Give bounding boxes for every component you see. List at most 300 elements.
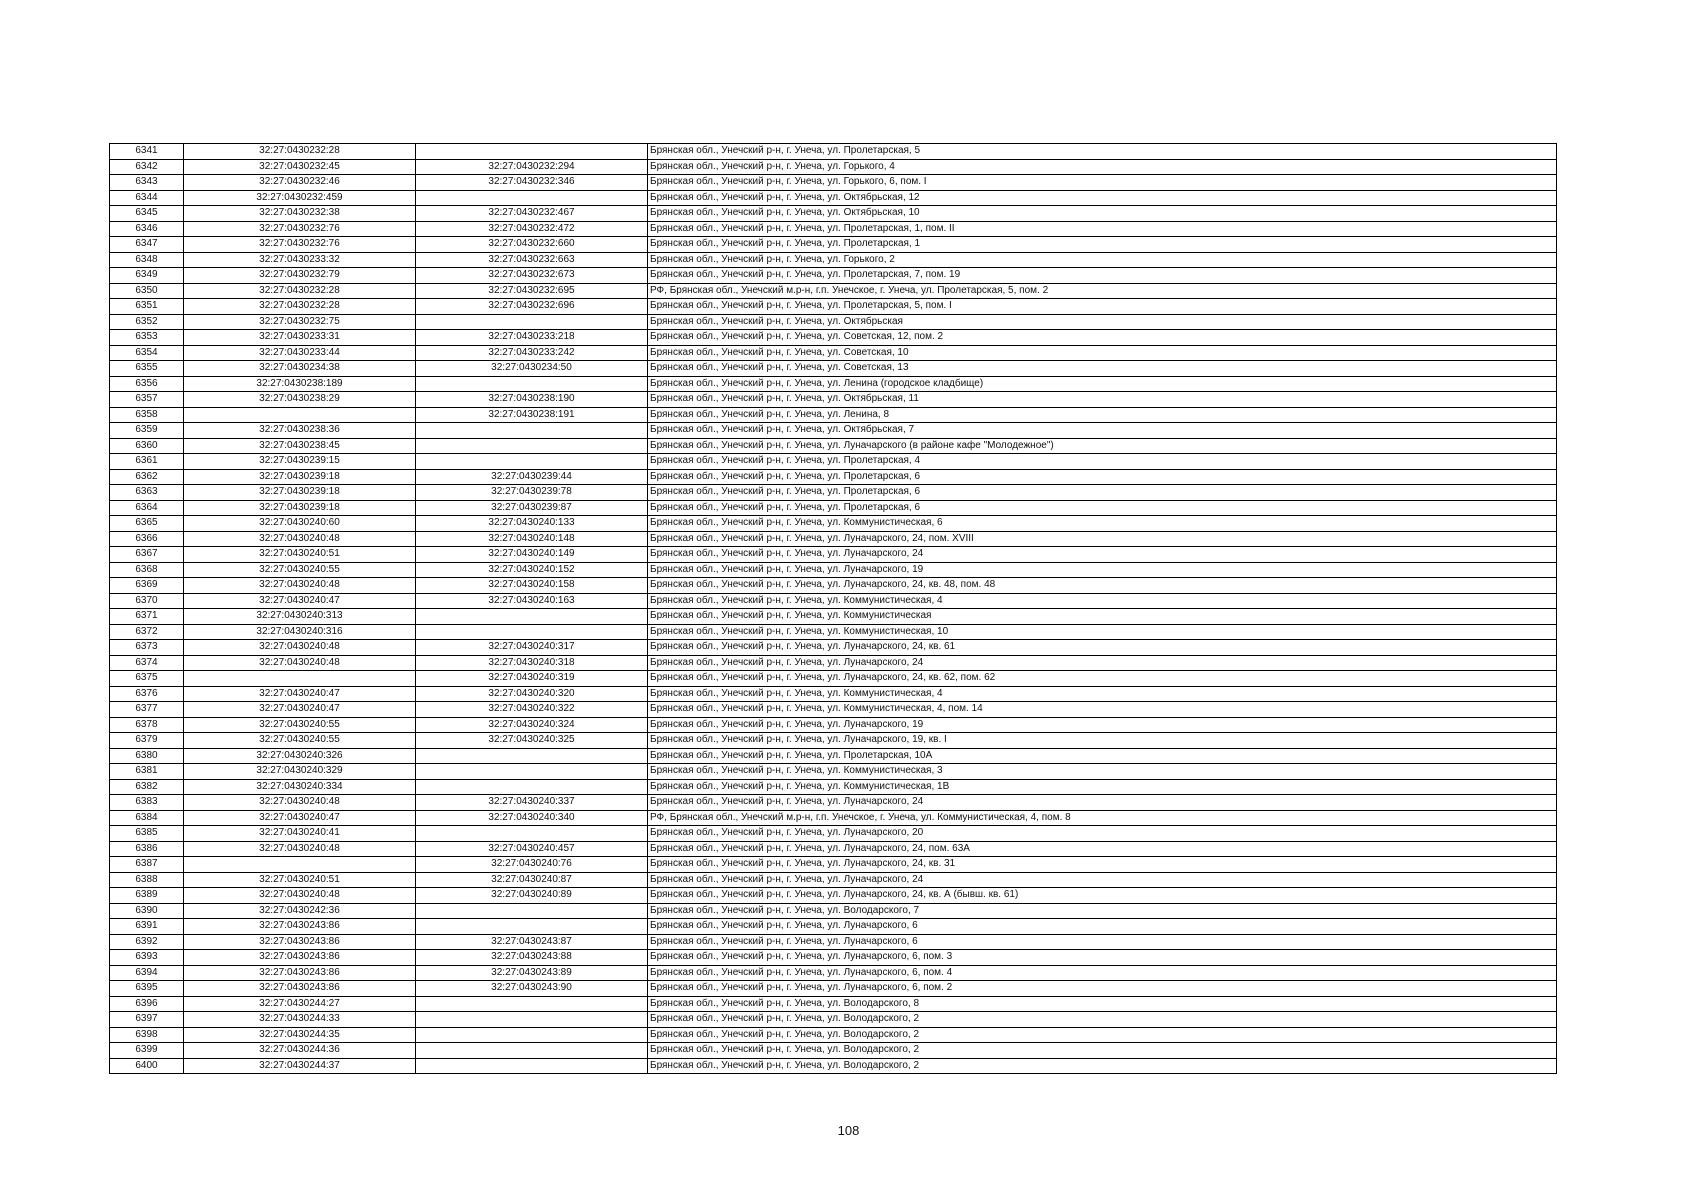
address-cell: Брянская обл., Унечский р-н, г. Унеча, ул. Советская, 10 bbox=[648, 345, 1557, 361]
object-cadastral-cell: 32:27:0430243:89 bbox=[416, 965, 648, 981]
address-cell: Брянская обл., Унечский р-н, г. Унеча, ул. Коммунистическая, 10 bbox=[648, 624, 1557, 640]
object-cadastral-cell: 32:27:0430240:324 bbox=[416, 717, 648, 733]
row-number-cell: 6344 bbox=[110, 190, 184, 206]
object-cadastral-cell: 32:27:0430239:87 bbox=[416, 500, 648, 516]
parcel-cadastral-cell: 32:27:0430240:55 bbox=[184, 562, 416, 578]
parcel-cadastral-cell: 32:27:0430243:86 bbox=[184, 934, 416, 950]
object-cadastral-cell bbox=[416, 903, 648, 919]
address-cell: Брянская обл., Унечский р-н, г. Унеча, ул. Луначарского, 6 bbox=[648, 934, 1557, 950]
table-row bbox=[110, 609, 1557, 625]
parcel-cadastral-cell: 32:27:0430232:28 bbox=[184, 283, 416, 299]
address-cell: Брянская обл., Унечский р-н, г. Унеча, ул. Луначарского, 24, кв. 48, пом. 48 bbox=[648, 578, 1557, 594]
row-number-cell: 6399 bbox=[110, 1043, 184, 1059]
table-row bbox=[110, 206, 1557, 222]
table-row bbox=[110, 562, 1557, 578]
object-cadastral-cell: 32:27:0430232:663 bbox=[416, 252, 648, 268]
row-number-cell: 6377 bbox=[110, 702, 184, 718]
row-number-cell: 6356 bbox=[110, 376, 184, 392]
object-cadastral-cell bbox=[416, 144, 648, 160]
row-number-cell: 6381 bbox=[110, 764, 184, 780]
row-number-cell: 6386 bbox=[110, 841, 184, 857]
address-cell: Брянская обл., Унечский р-н, г. Унеча, ул. Луначарского, 6, пом. 3 bbox=[648, 950, 1557, 966]
table-row bbox=[110, 423, 1557, 439]
row-number-cell: 6355 bbox=[110, 361, 184, 377]
row-number-cell: 6341 bbox=[110, 144, 184, 160]
table-row bbox=[110, 547, 1557, 563]
object-cadastral-cell bbox=[416, 609, 648, 625]
table-row bbox=[110, 593, 1557, 609]
address-cell: Брянская обл., Унечский р-н, г. Унеча, ул. Луначарского, 20 bbox=[648, 826, 1557, 842]
parcel-cadastral-cell: 32:27:0430240:316 bbox=[184, 624, 416, 640]
address-cell: Брянская обл., Унечский р-н, г. Унеча, ул. Луначарского, 19 bbox=[648, 562, 1557, 578]
address-cell: Брянская обл., Унечский р-н, г. Унеча, ул. Луначарского, 24, кв. 31 bbox=[648, 857, 1557, 873]
parcel-cadastral-cell: 32:27:0430240:48 bbox=[184, 655, 416, 671]
parcel-cadastral-cell: 32:27:0430232:28 bbox=[184, 299, 416, 315]
address-cell: Брянская обл., Унечский р-н, г. Унеча, ул. Советская, 13 bbox=[648, 361, 1557, 377]
table-row bbox=[110, 655, 1557, 671]
object-cadastral-cell: 32:27:0430240:149 bbox=[416, 547, 648, 563]
object-cadastral-cell: 32:27:0430240:76 bbox=[416, 857, 648, 873]
address-cell: Брянская обл., Унечский р-н, г. Унеча, ул. Коммунистическая bbox=[648, 609, 1557, 625]
address-cell: Брянская обл., Унечский р-н, г. Унеча, ул. Володарского, 2 bbox=[648, 1058, 1557, 1074]
object-cadastral-cell bbox=[416, 624, 648, 640]
row-number-cell: 6390 bbox=[110, 903, 184, 919]
object-cadastral-cell: 32:27:0430234:50 bbox=[416, 361, 648, 377]
address-cell: Брянская обл., Унечский р-н, г. Унеча, ул. Луначарского, 6, пом. 4 bbox=[648, 965, 1557, 981]
table-row bbox=[110, 919, 1557, 935]
table-row bbox=[110, 872, 1557, 888]
table-row bbox=[110, 950, 1557, 966]
object-cadastral-cell: 32:27:0430240:317 bbox=[416, 640, 648, 656]
parcel-cadastral-cell: 32:27:0430240:48 bbox=[184, 841, 416, 857]
address-cell: Брянская обл., Унечский р-н, г. Унеча, ул. Октябрьская, 12 bbox=[648, 190, 1557, 206]
address-cell: Брянская обл., Унечский р-н, г. Унеча, ул. Пролетарская, 5, пом. I bbox=[648, 299, 1557, 315]
table-row bbox=[110, 1012, 1557, 1028]
table-row bbox=[110, 934, 1557, 950]
table-row bbox=[110, 764, 1557, 780]
address-cell: Брянская обл., Унечский р-н, г. Унеча, ул. Володарского, 8 bbox=[648, 996, 1557, 1012]
object-cadastral-cell: 32:27:0430243:88 bbox=[416, 950, 648, 966]
object-cadastral-cell: 32:27:0430240:318 bbox=[416, 655, 648, 671]
address-cell: Брянская обл., Унечский р-н, г. Унеча, ул. Горького, 2 bbox=[648, 252, 1557, 268]
table-row bbox=[110, 283, 1557, 299]
table-row bbox=[110, 485, 1557, 501]
object-cadastral-cell: 32:27:0430240:337 bbox=[416, 795, 648, 811]
parcel-cadastral-cell: 32:27:0430243:86 bbox=[184, 919, 416, 935]
address-cell: Брянская обл., Унечский р-н, г. Унеча, ул. Пролетарская, 1, пом. II bbox=[648, 221, 1557, 237]
parcel-cadastral-cell: 32:27:0430243:86 bbox=[184, 981, 416, 997]
parcel-cadastral-cell: 32:27:0430240:48 bbox=[184, 640, 416, 656]
parcel-cadastral-cell: 32:27:0430240:55 bbox=[184, 717, 416, 733]
row-number-cell: 6382 bbox=[110, 779, 184, 795]
parcel-cadastral-cell: 32:27:0430240:47 bbox=[184, 593, 416, 609]
table-row bbox=[110, 392, 1557, 408]
table-row bbox=[110, 299, 1557, 315]
object-cadastral-cell bbox=[416, 1043, 648, 1059]
object-cadastral-cell: 32:27:0430238:191 bbox=[416, 407, 648, 423]
row-number-cell: 6372 bbox=[110, 624, 184, 640]
object-cadastral-cell bbox=[416, 779, 648, 795]
object-cadastral-cell bbox=[416, 438, 648, 454]
row-number-cell: 6350 bbox=[110, 283, 184, 299]
parcel-cadastral-cell: 32:27:0430240:55 bbox=[184, 733, 416, 749]
row-number-cell: 6342 bbox=[110, 159, 184, 175]
table-row bbox=[110, 407, 1557, 423]
address-cell: Брянская обл., Унечский р-н, г. Унеча, ул. Пролетарская, 7, пом. 19 bbox=[648, 268, 1557, 284]
object-cadastral-cell: 32:27:0430240:457 bbox=[416, 841, 648, 857]
table-row bbox=[110, 826, 1557, 842]
address-cell: Брянская обл., Унечский р-н, г. Унеча, ул. Луначарского, 24, кв. А (бывш. кв. 61) bbox=[648, 888, 1557, 904]
address-cell: РФ, Брянская обл., Унечский м.р-н, г.п. Унечское, г. Унеча, ул. Коммунистическая, 4, пом. 8 bbox=[648, 810, 1557, 826]
table-row bbox=[110, 500, 1557, 516]
table-row bbox=[110, 578, 1557, 594]
object-cadastral-cell: 32:27:0430240:87 bbox=[416, 872, 648, 888]
parcel-cadastral-cell: 32:27:0430239:18 bbox=[184, 500, 416, 516]
address-cell: Брянская обл., Унечский р-н, г. Унеча, ул. Луначарского, 24, пом. XVIII bbox=[648, 531, 1557, 547]
table-row bbox=[110, 345, 1557, 361]
address-cell: Брянская обл., Унечский р-н, г. Унеча, ул. Горького, 4 bbox=[648, 159, 1557, 175]
row-number-cell: 6371 bbox=[110, 609, 184, 625]
table-row bbox=[110, 361, 1557, 377]
parcel-cadastral-cell: 32:27:0430238:36 bbox=[184, 423, 416, 439]
object-cadastral-cell: 32:27:0430232:294 bbox=[416, 159, 648, 175]
object-cadastral-cell: 32:27:0430233:242 bbox=[416, 345, 648, 361]
parcel-cadastral-cell bbox=[184, 857, 416, 873]
row-number-cell: 6354 bbox=[110, 345, 184, 361]
object-cadastral-cell bbox=[416, 454, 648, 470]
table-row bbox=[110, 237, 1557, 253]
object-cadastral-cell: 32:27:0430240:322 bbox=[416, 702, 648, 718]
row-number-cell: 6363 bbox=[110, 485, 184, 501]
table-row bbox=[110, 733, 1557, 749]
object-cadastral-cell: 32:27:0430240:148 bbox=[416, 531, 648, 547]
table-row bbox=[110, 330, 1557, 346]
parcel-cadastral-cell: 32:27:0430239:15 bbox=[184, 454, 416, 470]
object-cadastral-cell bbox=[416, 376, 648, 392]
object-cadastral-cell: 32:27:0430240:158 bbox=[416, 578, 648, 594]
table-row bbox=[110, 175, 1557, 191]
object-cadastral-cell: 32:27:0430232:695 bbox=[416, 283, 648, 299]
parcel-cadastral-cell: 32:27:0430232:45 bbox=[184, 159, 416, 175]
table-row bbox=[110, 888, 1557, 904]
parcel-cadastral-cell: 32:27:0430240:326 bbox=[184, 748, 416, 764]
object-cadastral-cell bbox=[416, 1012, 648, 1028]
object-cadastral-cell bbox=[416, 748, 648, 764]
parcel-cadastral-cell: 32:27:0430232:79 bbox=[184, 268, 416, 284]
row-number-cell: 6373 bbox=[110, 640, 184, 656]
table-row bbox=[110, 795, 1557, 811]
address-cell: Брянская обл., Унечский р-н, г. Унеча, ул. Луначарского, 24, кв. 62, пом. 62 bbox=[648, 671, 1557, 687]
table-row bbox=[110, 996, 1557, 1012]
row-number-cell: 6347 bbox=[110, 237, 184, 253]
row-number-cell: 6352 bbox=[110, 314, 184, 330]
address-cell: Брянская обл., Унечский р-н, г. Унеча, ул. Горького, 6, пом. I bbox=[648, 175, 1557, 191]
table-row bbox=[110, 671, 1557, 687]
row-number-cell: 6366 bbox=[110, 531, 184, 547]
object-cadastral-cell: 32:27:0430232:467 bbox=[416, 206, 648, 222]
address-cell: Брянская обл., Унечский р-н, г. Унеча, ул. Коммунистическая, 6 bbox=[648, 516, 1557, 532]
parcel-cadastral-cell: 32:27:0430233:32 bbox=[184, 252, 416, 268]
parcel-cadastral-cell: 32:27:0430242:36 bbox=[184, 903, 416, 919]
registry-table-body bbox=[110, 144, 1557, 1074]
parcel-cadastral-cell: 32:27:0430238:189 bbox=[184, 376, 416, 392]
address-cell: Брянская обл., Унечский р-н, г. Унеча, ул. Коммунистическая, 4 bbox=[648, 686, 1557, 702]
row-number-cell: 6368 bbox=[110, 562, 184, 578]
table-row bbox=[110, 1043, 1557, 1059]
table-row bbox=[110, 469, 1557, 485]
parcel-cadastral-cell: 32:27:0430240:41 bbox=[184, 826, 416, 842]
address-cell: Брянская обл., Унечский р-н, г. Унеча, ул. Луначарского, 24, кв. 61 bbox=[648, 640, 1557, 656]
object-cadastral-cell bbox=[416, 996, 648, 1012]
address-cell: Брянская обл., Унечский р-н, г. Унеча, ул. Луначарского, 24 bbox=[648, 872, 1557, 888]
row-number-cell: 6379 bbox=[110, 733, 184, 749]
table-row bbox=[110, 1027, 1557, 1043]
parcel-cadastral-cell: 32:27:0430240:47 bbox=[184, 686, 416, 702]
parcel-cadastral-cell: 32:27:0430240:334 bbox=[184, 779, 416, 795]
row-number-cell: 6388 bbox=[110, 872, 184, 888]
address-cell: Брянская обл., Унечский р-н, г. Унеча, ул. Пролетарская, 6 bbox=[648, 485, 1557, 501]
object-cadastral-cell: 32:27:0430239:78 bbox=[416, 485, 648, 501]
parcel-cadastral-cell: 32:27:0430240:51 bbox=[184, 547, 416, 563]
row-number-cell: 6369 bbox=[110, 578, 184, 594]
parcel-cadastral-cell: 32:27:0430243:86 bbox=[184, 950, 416, 966]
table-row bbox=[110, 903, 1557, 919]
row-number-cell: 6359 bbox=[110, 423, 184, 439]
table-row bbox=[110, 748, 1557, 764]
object-cadastral-cell: 32:27:0430232:696 bbox=[416, 299, 648, 315]
parcel-cadastral-cell: 32:27:0430239:18 bbox=[184, 469, 416, 485]
address-cell: Брянская обл., Унечский р-н, г. Унеча, ул. Пролетарская, 10А bbox=[648, 748, 1557, 764]
page-number: 108 bbox=[837, 1123, 860, 1138]
row-number-cell: 6378 bbox=[110, 717, 184, 733]
table-row bbox=[110, 454, 1557, 470]
parcel-cadastral-cell: 32:27:0430240:51 bbox=[184, 872, 416, 888]
address-cell: Брянская обл., Унечский р-н, г. Унеча, ул. Октябрьская, 10 bbox=[648, 206, 1557, 222]
table-row bbox=[110, 717, 1557, 733]
parcel-cadastral-cell: 32:27:0430234:38 bbox=[184, 361, 416, 377]
address-cell: Брянская обл., Унечский р-н, г. Унеча, ул. Коммунистическая, 3 bbox=[648, 764, 1557, 780]
object-cadastral-cell bbox=[416, 1058, 648, 1074]
table-row bbox=[110, 531, 1557, 547]
row-number-cell: 6353 bbox=[110, 330, 184, 346]
row-number-cell: 6387 bbox=[110, 857, 184, 873]
parcel-cadastral-cell: 32:27:0430240:329 bbox=[184, 764, 416, 780]
table-row bbox=[110, 810, 1557, 826]
address-cell: Брянская обл., Унечский р-н, г. Унеча, ул. Луначарского, 19, кв. I bbox=[648, 733, 1557, 749]
address-cell: Брянская обл., Унечский р-н, г. Унеча, ул. Пролетарская, 6 bbox=[648, 469, 1557, 485]
row-number-cell: 6348 bbox=[110, 252, 184, 268]
row-number-cell: 6357 bbox=[110, 392, 184, 408]
address-cell: Брянская обл., Унечский р-н, г. Унеча, ул. Володарского, 2 bbox=[648, 1012, 1557, 1028]
table-row bbox=[110, 640, 1557, 656]
object-cadastral-cell: 32:27:0430240:340 bbox=[416, 810, 648, 826]
row-number-cell: 6362 bbox=[110, 469, 184, 485]
parcel-cadastral-cell: 32:27:0430232:76 bbox=[184, 237, 416, 253]
row-number-cell: 6351 bbox=[110, 299, 184, 315]
table-row bbox=[110, 252, 1557, 268]
parcel-cadastral-cell: 32:27:0430240:48 bbox=[184, 888, 416, 904]
parcel-cadastral-cell: 32:27:0430240:48 bbox=[184, 795, 416, 811]
row-number-cell: 6400 bbox=[110, 1058, 184, 1074]
parcel-cadastral-cell: 32:27:0430233:31 bbox=[184, 330, 416, 346]
object-cadastral-cell bbox=[416, 314, 648, 330]
parcel-cadastral-cell: 32:27:0430233:44 bbox=[184, 345, 416, 361]
parcel-cadastral-cell: 32:27:0430244:35 bbox=[184, 1027, 416, 1043]
row-number-cell: 6376 bbox=[110, 686, 184, 702]
parcel-cadastral-cell: 32:27:0430239:18 bbox=[184, 485, 416, 501]
row-number-cell: 6361 bbox=[110, 454, 184, 470]
object-cadastral-cell: 32:27:0430240:319 bbox=[416, 671, 648, 687]
address-cell: Брянская обл., Унечский р-н, г. Унеча, ул. Пролетарская, 4 bbox=[648, 454, 1557, 470]
row-number-cell: 6383 bbox=[110, 795, 184, 811]
parcel-cadastral-cell: 32:27:0430240:313 bbox=[184, 609, 416, 625]
address-cell: Брянская обл., Унечский р-н, г. Унеча, ул. Луначарского, 6, пом. 2 bbox=[648, 981, 1557, 997]
table-row bbox=[110, 144, 1557, 160]
row-number-cell: 6346 bbox=[110, 221, 184, 237]
row-number-cell: 6389 bbox=[110, 888, 184, 904]
object-cadastral-cell: 32:27:0430240:89 bbox=[416, 888, 648, 904]
object-cadastral-cell bbox=[416, 764, 648, 780]
table-row bbox=[110, 965, 1557, 981]
object-cadastral-cell bbox=[416, 190, 648, 206]
table-row bbox=[110, 438, 1557, 454]
object-cadastral-cell: 32:27:0430239:44 bbox=[416, 469, 648, 485]
object-cadastral-cell: 32:27:0430232:673 bbox=[416, 268, 648, 284]
parcel-cadastral-cell bbox=[184, 671, 416, 687]
parcel-cadastral-cell: 32:27:0430240:47 bbox=[184, 810, 416, 826]
parcel-cadastral-cell: 32:27:0430240:48 bbox=[184, 578, 416, 594]
row-number-cell: 6398 bbox=[110, 1027, 184, 1043]
table-row bbox=[110, 686, 1557, 702]
address-cell: Брянская обл., Унечский р-н, г. Унеча, ул. Луначарского, 24 bbox=[648, 795, 1557, 811]
address-cell: Брянская обл., Унечский р-н, г. Унеча, ул. Коммунистическая, 4 bbox=[648, 593, 1557, 609]
address-cell: Брянская обл., Унечский р-н, г. Унеча, ул. Коммунистическая, 1В bbox=[648, 779, 1557, 795]
row-number-cell: 6343 bbox=[110, 175, 184, 191]
parcel-cadastral-cell: 32:27:0430244:36 bbox=[184, 1043, 416, 1059]
row-number-cell: 6364 bbox=[110, 500, 184, 516]
parcel-cadastral-cell: 32:27:0430243:86 bbox=[184, 965, 416, 981]
table-row bbox=[110, 841, 1557, 857]
row-number-cell: 6375 bbox=[110, 671, 184, 687]
registry-table bbox=[109, 143, 1557, 1074]
parcel-cadastral-cell: 32:27:0430244:33 bbox=[184, 1012, 416, 1028]
parcel-cadastral-cell: 32:27:0430232:459 bbox=[184, 190, 416, 206]
address-cell: Брянская обл., Унечский р-н, г. Унеча, ул. Луначарского, 6 bbox=[648, 919, 1557, 935]
table-row bbox=[110, 1058, 1557, 1074]
address-cell: Брянская обл., Унечский р-н, г. Унеча, ул. Луначарского, 24 bbox=[648, 655, 1557, 671]
address-cell: Брянская обл., Унечский р-н, г. Унеча, ул. Луначарского, 19 bbox=[648, 717, 1557, 733]
address-cell: Брянская обл., Унечский р-н, г. Унеча, ул. Октябрьская bbox=[648, 314, 1557, 330]
object-cadastral-cell: 32:27:0430232:346 bbox=[416, 175, 648, 191]
table-row bbox=[110, 376, 1557, 392]
address-cell: Брянская обл., Унечский р-н, г. Унеча, ул. Ленина, 8 bbox=[648, 407, 1557, 423]
row-number-cell: 6360 bbox=[110, 438, 184, 454]
row-number-cell: 6380 bbox=[110, 748, 184, 764]
address-cell: Брянская обл., Унечский р-н, г. Унеча, ул. Володарского, 7 bbox=[648, 903, 1557, 919]
address-cell: Брянская обл., Унечский р-н, г. Унеча, ул. Пролетарская, 6 bbox=[648, 500, 1557, 516]
parcel-cadastral-cell bbox=[184, 407, 416, 423]
object-cadastral-cell: 32:27:0430233:218 bbox=[416, 330, 648, 346]
address-cell: Брянская обл., Унечский р-н, г. Унеча, ул. Советская, 12, пом. 2 bbox=[648, 330, 1557, 346]
table-row bbox=[110, 516, 1557, 532]
parcel-cadastral-cell: 32:27:0430244:37 bbox=[184, 1058, 416, 1074]
row-number-cell: 6374 bbox=[110, 655, 184, 671]
parcel-cadastral-cell: 32:27:0430232:28 bbox=[184, 144, 416, 160]
object-cadastral-cell bbox=[416, 826, 648, 842]
object-cadastral-cell: 32:27:0430243:90 bbox=[416, 981, 648, 997]
table-row bbox=[110, 857, 1557, 873]
row-number-cell: 6349 bbox=[110, 268, 184, 284]
table-row bbox=[110, 779, 1557, 795]
parcel-cadastral-cell: 32:27:0430232:46 bbox=[184, 175, 416, 191]
object-cadastral-cell: 32:27:0430238:190 bbox=[416, 392, 648, 408]
row-number-cell: 6394 bbox=[110, 965, 184, 981]
parcel-cadastral-cell: 32:27:0430232:76 bbox=[184, 221, 416, 237]
object-cadastral-cell bbox=[416, 1027, 648, 1043]
object-cadastral-cell: 32:27:0430240:163 bbox=[416, 593, 648, 609]
table-row bbox=[110, 702, 1557, 718]
row-number-cell: 6393 bbox=[110, 950, 184, 966]
object-cadastral-cell bbox=[416, 423, 648, 439]
object-cadastral-cell bbox=[416, 919, 648, 935]
table-row bbox=[110, 268, 1557, 284]
parcel-cadastral-cell: 32:27:0430240:47 bbox=[184, 702, 416, 718]
object-cadastral-cell: 32:27:0430240:133 bbox=[416, 516, 648, 532]
parcel-cadastral-cell: 32:27:0430238:29 bbox=[184, 392, 416, 408]
row-number-cell: 6385 bbox=[110, 826, 184, 842]
object-cadastral-cell: 32:27:0430240:325 bbox=[416, 733, 648, 749]
object-cadastral-cell: 32:27:0430240:320 bbox=[416, 686, 648, 702]
address-cell: Брянская обл., Унечский р-н, г. Унеча, ул. Октябрьская, 11 bbox=[648, 392, 1557, 408]
address-cell: Брянская обл., Унечский р-н, г. Унеча, ул. Октябрьская, 7 bbox=[648, 423, 1557, 439]
row-number-cell: 6345 bbox=[110, 206, 184, 222]
row-number-cell: 6392 bbox=[110, 934, 184, 950]
parcel-cadastral-cell: 32:27:0430244:27 bbox=[184, 996, 416, 1012]
address-cell: Брянская обл., Унечский р-н, г. Унеча, ул. Луначарского (в районе кафе "Молодежное") bbox=[648, 438, 1557, 454]
address-cell: Брянская обл., Унечский р-н, г. Унеча, ул. Володарского, 2 bbox=[648, 1027, 1557, 1043]
row-number-cell: 6391 bbox=[110, 919, 184, 935]
row-number-cell: 6396 bbox=[110, 996, 184, 1012]
row-number-cell: 6384 bbox=[110, 810, 184, 826]
parcel-cadastral-cell: 32:27:0430240:60 bbox=[184, 516, 416, 532]
address-cell: Брянская обл., Унечский р-н, г. Унеча, ул. Пролетарская, 5 bbox=[648, 144, 1557, 160]
object-cadastral-cell: 32:27:0430232:660 bbox=[416, 237, 648, 253]
table-row bbox=[110, 981, 1557, 997]
row-number-cell: 6370 bbox=[110, 593, 184, 609]
row-number-cell: 6367 bbox=[110, 547, 184, 563]
table-row bbox=[110, 624, 1557, 640]
parcel-cadastral-cell: 32:27:0430238:45 bbox=[184, 438, 416, 454]
object-cadastral-cell: 32:27:0430240:152 bbox=[416, 562, 648, 578]
row-number-cell: 6397 bbox=[110, 1012, 184, 1028]
table-row bbox=[110, 159, 1557, 175]
object-cadastral-cell: 32:27:0430243:87 bbox=[416, 934, 648, 950]
parcel-cadastral-cell: 32:27:0430232:75 bbox=[184, 314, 416, 330]
row-number-cell: 6358 bbox=[110, 407, 184, 423]
address-cell: Брянская обл., Унечский р-н, г. Унеча, ул. Пролетарская, 1 bbox=[648, 237, 1557, 253]
table-row bbox=[110, 190, 1557, 206]
registry-table-container bbox=[109, 143, 1556, 1074]
address-cell: Брянская обл., Унечский р-н, г. Унеча, ул. Володарского, 2 bbox=[648, 1043, 1557, 1059]
parcel-cadastral-cell: 32:27:0430240:48 bbox=[184, 531, 416, 547]
address-cell: Брянская обл., Унечский р-н, г. Унеча, ул. Луначарского, 24, пом. 63А bbox=[648, 841, 1557, 857]
address-cell: Брянская обл., Унечский р-н, г. Унеча, ул. Луначарского, 24 bbox=[648, 547, 1557, 563]
object-cadastral-cell: 32:27:0430232:472 bbox=[416, 221, 648, 237]
row-number-cell: 6395 bbox=[110, 981, 184, 997]
table-row bbox=[110, 314, 1557, 330]
address-cell: РФ, Брянская обл., Унечский м.р-н, г.п. Унечское, г. Унеча, ул. Пролетарская, 5, пом. 2 bbox=[648, 283, 1557, 299]
address-cell: Брянская обл., Унечский р-н, г. Унеча, ул. Ленина (городское кладбище) bbox=[648, 376, 1557, 392]
